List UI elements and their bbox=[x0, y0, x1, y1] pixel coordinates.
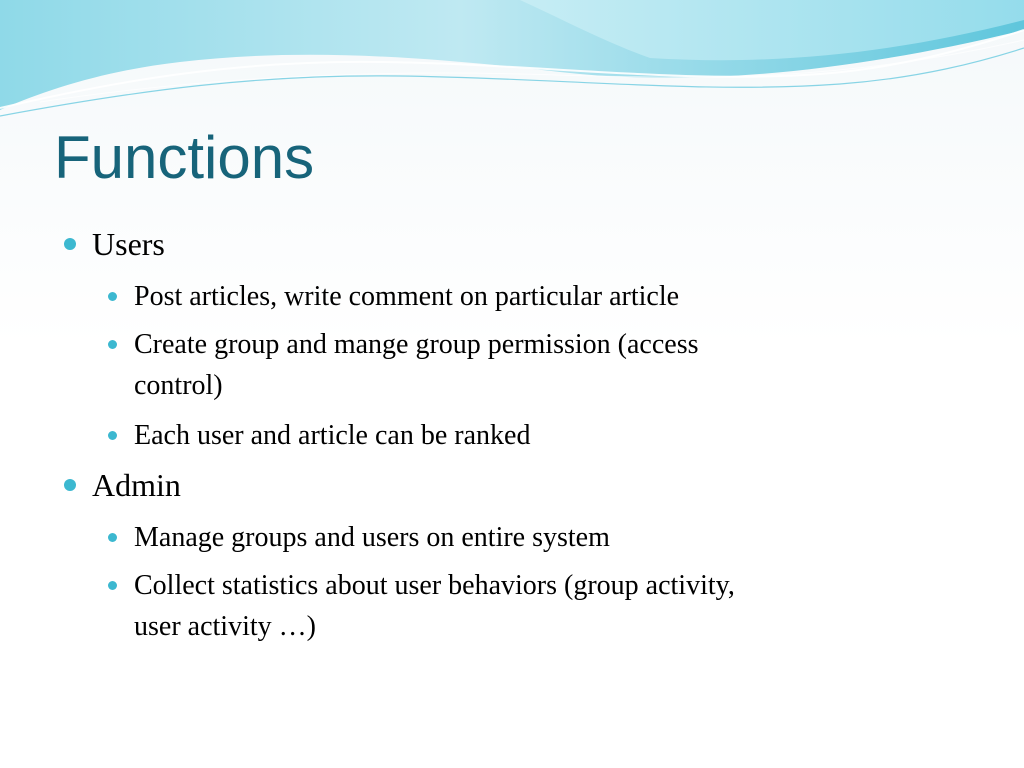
list-item: Each user and article can be ranked bbox=[134, 420, 531, 451]
section-heading-admin: Admin bbox=[92, 467, 181, 503]
bullet-icon bbox=[64, 479, 76, 491]
list-item: Post articles, write comment on particular article bbox=[134, 281, 680, 312]
bullet-icon bbox=[64, 238, 76, 250]
bullet-icon bbox=[108, 533, 117, 542]
list-item: Manage groups and users on entire system bbox=[134, 522, 610, 553]
slide-title: Functions bbox=[54, 124, 315, 191]
section-heading-users: Users bbox=[92, 226, 165, 262]
list-item-line-1: Create group and mange group permission (access bbox=[134, 329, 699, 360]
bullet-icon bbox=[108, 431, 117, 440]
bullet-icon bbox=[108, 292, 117, 301]
list-item-line-2: control) bbox=[134, 370, 223, 401]
list-item-line-2: user activity …) bbox=[134, 611, 316, 642]
list-item-line-1: Collect statistics about user behaviors (group activity, bbox=[134, 570, 735, 601]
bullet-icon bbox=[108, 340, 117, 349]
bullet-icon bbox=[108, 581, 117, 590]
